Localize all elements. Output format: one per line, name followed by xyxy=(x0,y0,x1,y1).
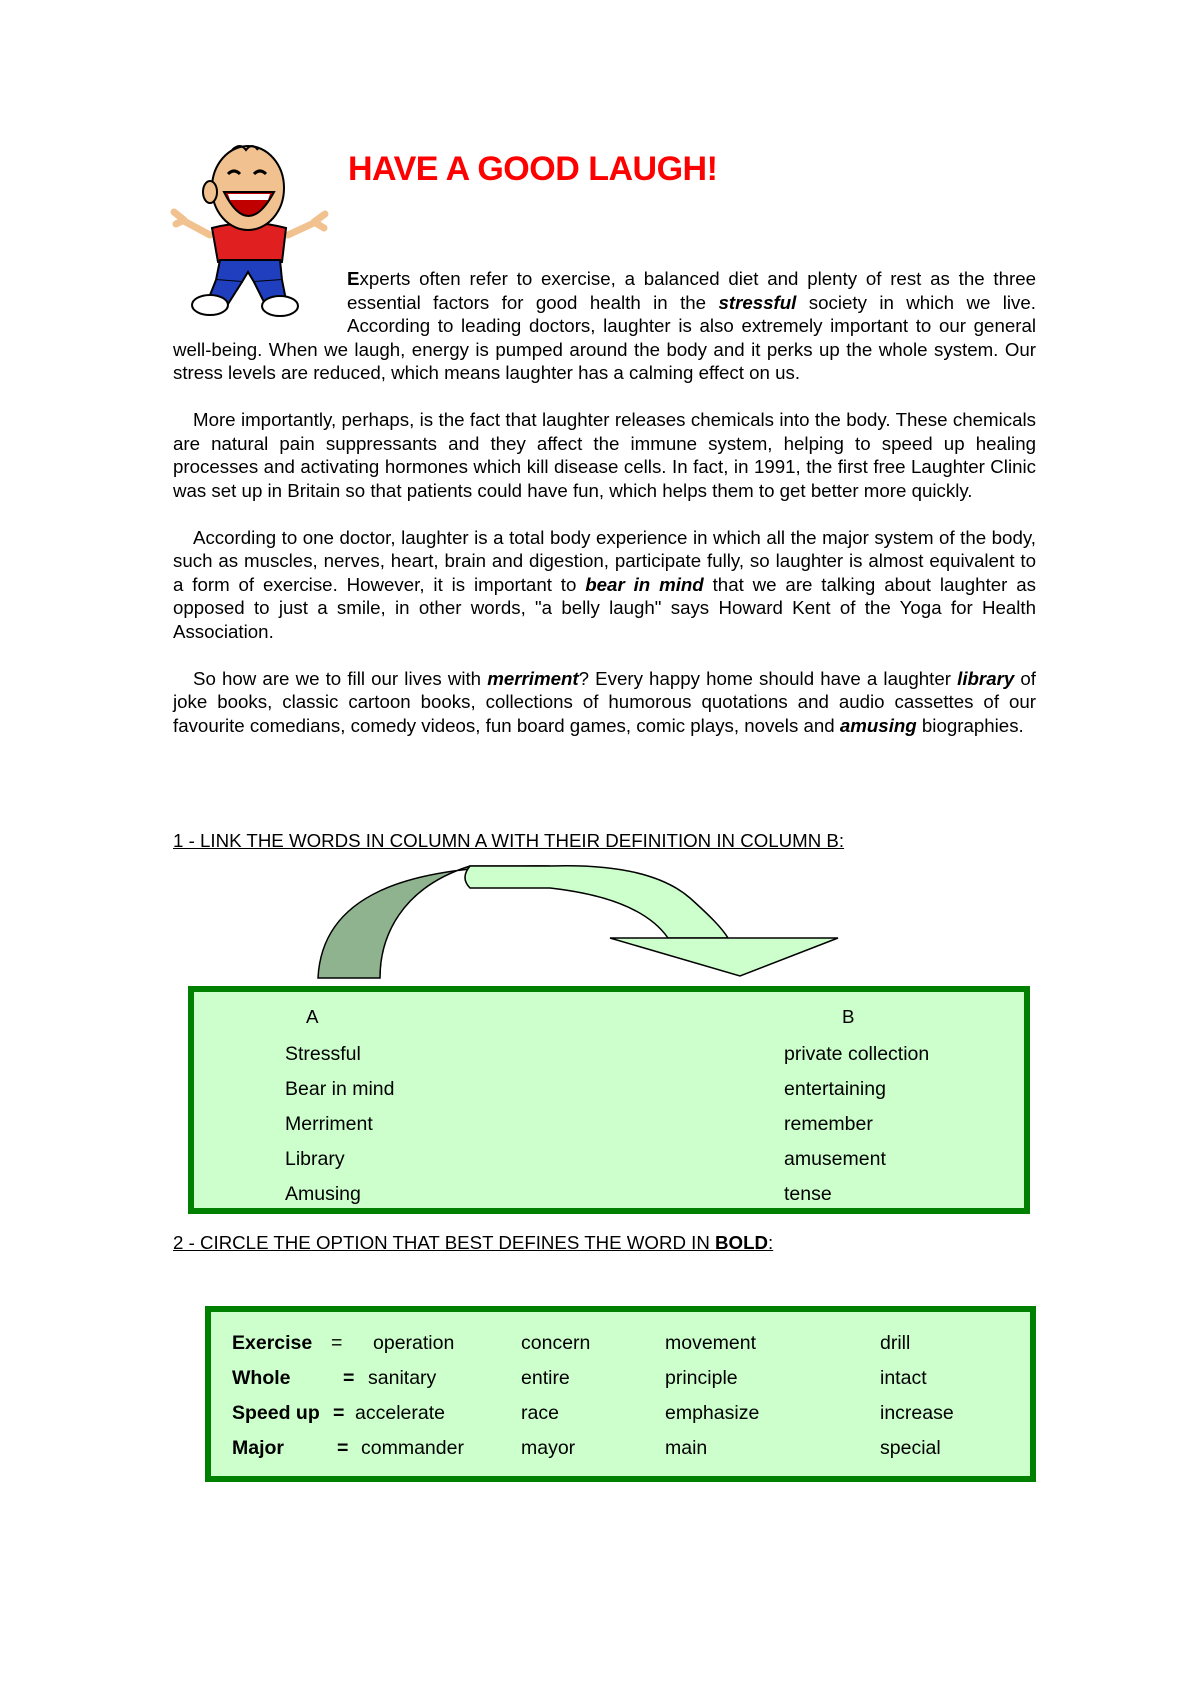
paragraph-3: According to one doctor, laughter is a total body experience in which all the major system of the body, such as muscles, nerves, heart, brain and digestion, participate fully, so laughter is almost equivalent to a form of exercise. However, it is important to bear in mind that we are talking about laughter as opposed to just a smile, in other words, "a belly laugh" says Howard Kent of the Yoga for Health Association. xyxy=(173,526,1036,642)
column-b-definition[interactable]: amusement xyxy=(784,1148,886,1170)
column-a-word[interactable]: Library xyxy=(285,1148,345,1170)
target-word: Whole xyxy=(232,1367,291,1389)
keyword-bear-in-mind: bear in mind xyxy=(585,573,704,595)
target-word: Major xyxy=(232,1437,285,1459)
exercise-2-instruction: 2 - CIRCLE THE OPTION THAT BEST DEFINES THE WORD IN BOLD: xyxy=(173,1232,774,1253)
column-a xyxy=(285,1042,394,1217)
column-b xyxy=(784,1042,929,1217)
option[interactable]: intact xyxy=(880,1367,927,1389)
multiple-choice-box xyxy=(205,1306,1036,1482)
option[interactable]: sanitary xyxy=(368,1367,437,1389)
option[interactable]: special xyxy=(880,1437,941,1459)
equals-sign: = xyxy=(343,1367,355,1389)
curved-arrow-icon xyxy=(310,858,850,986)
keyword-library: library xyxy=(957,667,1015,689)
paragraph-2: More importantly, perhaps, is the fact that laughter releases chemicals into the body. These chemicals are natural pain suppressants and they affect the immune system, helping to speed up healing processes and activating hormones which kill disease cells. In fact, in 1991, the first free Laughter Clinic was set up in Britain so that patients could have fun, which helps them to get better more quickly. xyxy=(173,409,1036,501)
column-b-definition[interactable]: private collection xyxy=(784,1043,930,1065)
column-b-label: B xyxy=(842,1006,855,1027)
option[interactable]: concern xyxy=(521,1332,591,1354)
option[interactable]: principle xyxy=(665,1367,738,1389)
option[interactable]: accelerate xyxy=(355,1402,445,1424)
choice-row xyxy=(211,1367,1030,1402)
option[interactable]: entire xyxy=(521,1367,570,1389)
option[interactable]: movement xyxy=(665,1332,757,1354)
option[interactable]: emphasize xyxy=(665,1402,760,1424)
column-b-definition[interactable]: tense xyxy=(784,1183,832,1205)
target-word: Speed up xyxy=(232,1402,320,1424)
equals-sign: = xyxy=(331,1332,343,1354)
option[interactable]: main xyxy=(665,1437,708,1459)
column-a-word[interactable]: Bear in mind xyxy=(285,1078,395,1100)
column-a-label: A xyxy=(306,1006,319,1027)
equals-sign: = xyxy=(333,1402,345,1424)
column-a-word[interactable]: Amusing xyxy=(285,1183,361,1205)
option[interactable]: race xyxy=(521,1402,559,1424)
paragraph-4: So how are we to fill our lives with merriment? Every happy home should have a laughter library of joke books, classic cartoon books, collections of humorous quotations and audio cassettes of our favourite comedians, comedy videos, fun board games, comic plays, novels and amusing biographies. xyxy=(173,667,1036,736)
matching-box xyxy=(188,986,1030,1214)
option[interactable]: commander xyxy=(361,1437,464,1459)
keyword-merriment: merriment xyxy=(487,667,579,689)
column-b-definition[interactable]: remember xyxy=(784,1113,873,1135)
column-b-definition[interactable]: entertaining xyxy=(784,1078,886,1100)
worksheet-title: HAVE A GOOD LAUGH! xyxy=(348,150,718,188)
column-a-word[interactable]: Stressful xyxy=(285,1043,361,1065)
choice-row xyxy=(211,1437,1030,1472)
target-word: Exercise xyxy=(232,1332,313,1354)
choice-row xyxy=(211,1402,1030,1437)
paragraph-1: Experts often refer to exercise, a balanced diet and plenty of rest as the three essential factors for good health in the stressful society in which we live. According to leading doctors, laughter is also extremely important to our general well-being. When we laugh, energy is pumped around the body and it perks up the whole system. Our stress levels are reduced, which means laughter has a calming effect on us. xyxy=(173,268,1036,383)
option[interactable]: operation xyxy=(373,1332,455,1354)
column-a-word[interactable]: Merriment xyxy=(285,1113,373,1135)
choice-row xyxy=(211,1332,1030,1367)
option[interactable]: mayor xyxy=(521,1437,576,1459)
equals-sign: = xyxy=(337,1437,349,1459)
option[interactable]: increase xyxy=(880,1402,954,1424)
reading-passage xyxy=(173,267,1036,761)
keyword-amusing: amusing xyxy=(839,714,917,736)
option[interactable]: drill xyxy=(880,1332,911,1354)
exercise-1-instruction: 1 - LINK THE WORDS IN COLUMN A WITH THEIR DEFINITION IN COLUMN B: xyxy=(173,830,845,851)
keyword-stressful: stressful xyxy=(718,291,797,313)
